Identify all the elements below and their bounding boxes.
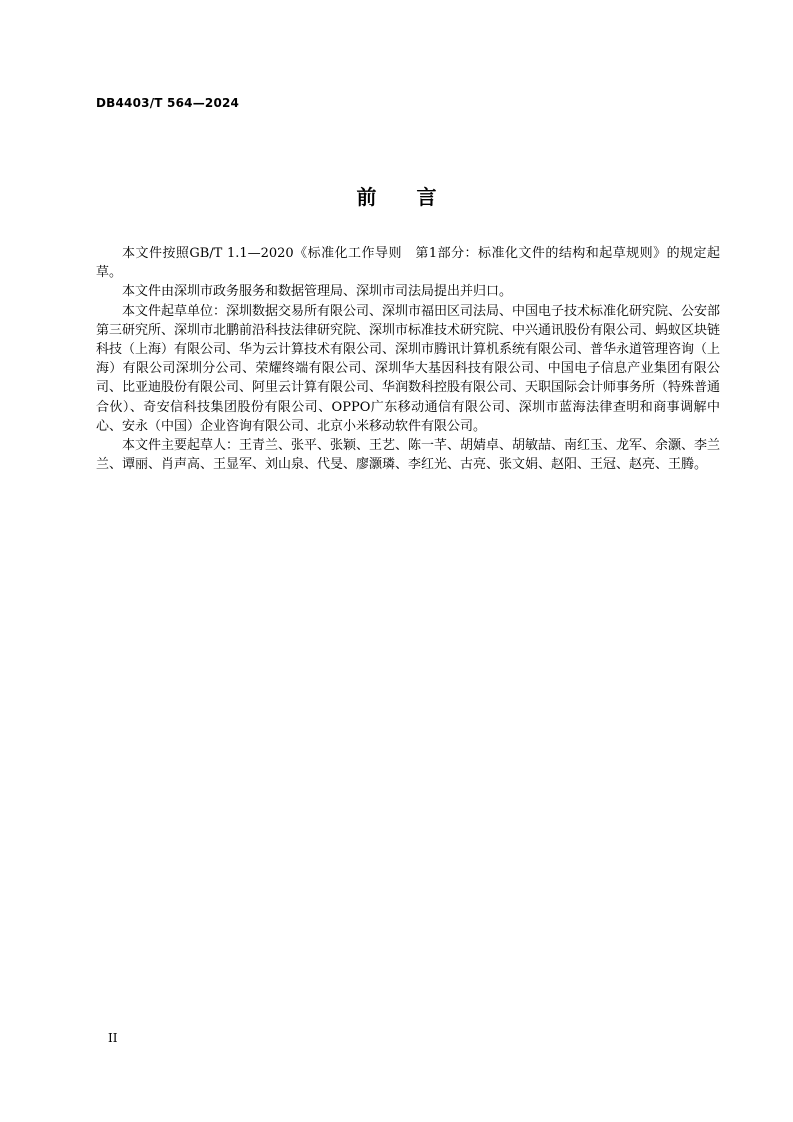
- page-title: 前言: [356, 185, 477, 209]
- page-number: II: [108, 1031, 118, 1045]
- paragraph-drafting-basis: 本文件按照GB/T 1.1—2020《标准化工作导则 第1部分：标准化文件的结构和起草规则》的规定起草。: [96, 246, 720, 281]
- foreword-body: [96, 244, 720, 474]
- paragraph-drafters: 本文件主要起草人：王青兰、张平、张颖、王艺、陈一芊、胡婧卓、胡敏喆、南红玉、龙军、余灏、李兰兰、谭丽、肖声高、王显军、刘山泉、代旻、廖灏璘、李红光、古亮、张文娟、赵阳、王冠、赵亮、王腾。: [96, 438, 721, 473]
- document-code: DB4403/T 564—2024: [96, 96, 240, 110]
- paragraph-proposer: 本文件由深圳市政务服务和数据管理局、深圳市司法局提出并归口。: [122, 284, 513, 300]
- paragraph-drafting-units: 本文件起草单位：深圳数据交易所有限公司、深圳市福田区司法局、中国电子技术标准化研究院、公安部第三研究所、深圳市北鹏前沿科技法律研究院、深圳市标准技术研究院、中兴通讯股份有限公司、蚂蚁区块链科技（上海）有限公司、华为云计算技术有限公司、深圳市腾讯计算机系统有限公司、普华永道管理咨询（上海）有限公司深圳分公司、荣耀终端有限公司、深圳华大基因科技有限公司、中国电子信息产业集团有限公司、比亚迪股份有限公司、阿里云计算有限公司、华润数科控股有限公司、天职国际会计师事务所（特殊普通合伙）、奇安信科技集团股份有限公司、OPPO广东移动通信有限公司、深圳市蓝海法律查明和商事调解中心、安永（中国）企业咨询有限公司、北京小米移动软件有限公司。: [96, 303, 721, 434]
